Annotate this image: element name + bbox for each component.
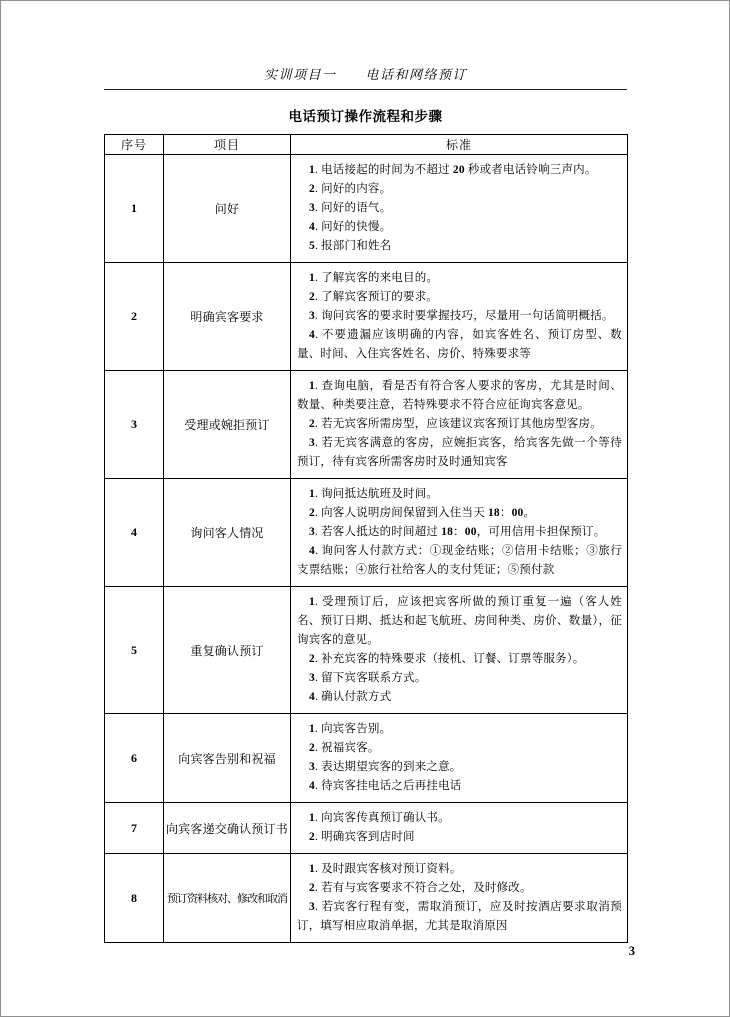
procedure-table-header <box>105 135 628 155</box>
row-item-cell: 受理或婉拒预订 <box>164 371 291 479</box>
row-item-cell: 预订资料核对、修改和取消 <box>164 854 291 943</box>
row-standard-cell <box>291 803 628 854</box>
standard-item: 1. 及时跟宾客核对预订资料。 <box>309 863 462 875</box>
row-standard-cell <box>291 371 628 479</box>
table-row <box>105 263 628 371</box>
col-header-no: 序号 <box>105 135 164 155</box>
standard-item: 1. 询问抵达航班及时间。 <box>309 488 439 500</box>
row-number-cell: 4 <box>105 479 164 587</box>
row-item-cell: 重复确认预订 <box>164 587 291 714</box>
standard-item: 2. 明确宾客到店时间 <box>309 831 415 843</box>
standard-item: 2. 若有与宾客要求不符合之处，及时修改。 <box>309 882 532 894</box>
standard-item: 2. 问好的内容。 <box>309 183 392 195</box>
row-number-cell: 8 <box>105 854 164 943</box>
standard-item: 2. 向客人说明房间保留到入住当天 18：00。 <box>309 507 536 519</box>
row-item-cell: 向宾客告别和祝福 <box>164 714 291 803</box>
running-head-title: 实训项目一 电话和网络预订 <box>263 67 467 82</box>
table-row <box>105 587 628 714</box>
standard-item: 3. 若客人抵达的时间超过 18：00，可用信用卡担保预订。 <box>309 526 606 538</box>
standard-item: 4. 不要遗漏应该明确的内容，如宾客姓名、预订房型、数量、时间、入住宾客姓名、房价、特殊要求等 <box>297 329 622 360</box>
standard-item: 1. 电话接起的时间为不超过 20 秒或者电话铃响三声内。 <box>309 164 597 176</box>
table-row <box>105 803 628 854</box>
row-standard-cell <box>291 479 628 587</box>
row-number-cell: 1 <box>105 155 164 263</box>
standard-item: 2. 若无宾客所需房型，应该建议宾客预订其他房型客房。 <box>309 418 602 430</box>
standard-item: 1. 了解宾客的来电目的。 <box>309 272 439 284</box>
table-row <box>105 854 628 943</box>
standard-item: 4. 询问客人付款方式：①现金结账；②信用卡结账；③旅行支票结账；④旅行社给客人的支付凭证；⑤预付款 <box>297 545 622 576</box>
row-number-cell: 6 <box>105 714 164 803</box>
header-rule <box>104 89 627 90</box>
page-number: 3 <box>628 944 635 958</box>
standard-item: 2. 补充宾客的特殊要求（接机、订餐、订票等服务）。 <box>309 653 585 665</box>
standard-item: 3. 表达期望宾客的到来之意。 <box>309 761 462 773</box>
row-standard-cell <box>291 854 628 943</box>
standard-item: 4. 问好的快慢。 <box>309 221 392 233</box>
row-item-cell: 明确宾客要求 <box>164 263 291 371</box>
standard-item: 2. 祝福宾客。 <box>309 742 380 754</box>
standard-item: 1. 受理预订后，应该把宾客所做的预订重复一遍（客人姓名、预订日期、抵达和起飞航班、房间种类、房价、数量），征询宾客的意见。 <box>297 596 622 646</box>
row-standard-cell <box>291 155 628 263</box>
standard-item: 1. 向宾客告别。 <box>309 723 392 735</box>
row-standard-cell <box>291 714 628 803</box>
table-row <box>105 714 628 803</box>
standard-item: 1. 向宾客传真预订确认书。 <box>309 812 450 824</box>
row-standard-cell <box>291 587 628 714</box>
header-row <box>105 135 628 155</box>
standard-item: 3. 若无宾客满意的客房，应婉拒宾客，给宾客先做一个等待预订，待有宾客所需客房时及时通知宾客 <box>297 437 622 468</box>
table-row <box>105 155 628 263</box>
row-number-cell: 2 <box>105 263 164 371</box>
row-number-cell: 7 <box>105 803 164 854</box>
row-item-cell: 询问客人情况 <box>164 479 291 587</box>
standard-item: 3. 询问宾客的要求时要掌握技巧，尽量用一句话简明概括。 <box>309 310 614 322</box>
table-row <box>105 371 628 479</box>
row-number-cell: 5 <box>105 587 164 714</box>
procedure-table-body <box>105 155 628 943</box>
row-item-cell: 向宾客递交确认预订书 <box>164 803 291 854</box>
procedure-table <box>104 134 628 943</box>
table-row <box>105 479 628 587</box>
standard-item: 2. 了解宾客预订的要求。 <box>309 291 439 303</box>
col-header-standard: 标准 <box>291 135 628 155</box>
standard-item: 1. 查询电脑，看是否有符合客人要求的客房，尤其是时间、数量、种类要注意，若特殊要求不符合应征询宾客意见。 <box>297 380 622 411</box>
row-number-cell: 3 <box>105 371 164 479</box>
standard-item: 3. 若宾客行程有变，需取消预订，应及时按酒店要求取消预订，填写相应取消单据，尤其是取消原因 <box>297 901 622 932</box>
standard-item: 4. 待宾客挂电话之后再挂电话 <box>309 780 462 792</box>
col-header-item: 项目 <box>164 135 291 155</box>
row-item-cell: 问好 <box>164 155 291 263</box>
standard-item: 5. 报部门和姓名 <box>309 240 392 252</box>
standard-item: 3. 问好的语气。 <box>309 202 392 214</box>
standard-item: 4. 确认付款方式 <box>309 691 392 703</box>
standard-item: 3. 留下宾客联系方式。 <box>309 672 427 684</box>
table-title: 电话预订操作流程和步骤 <box>288 109 443 124</box>
row-standard-cell <box>291 263 628 371</box>
